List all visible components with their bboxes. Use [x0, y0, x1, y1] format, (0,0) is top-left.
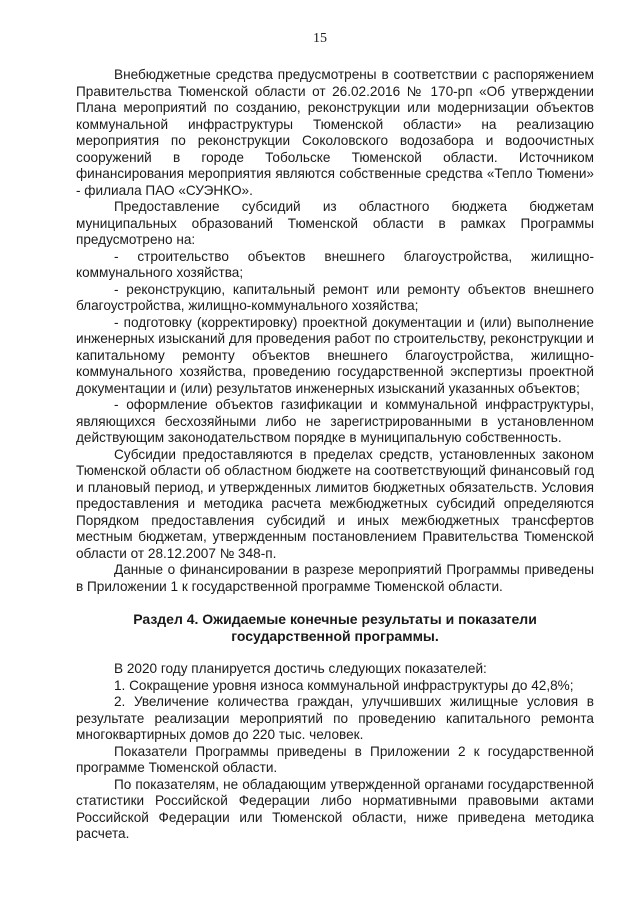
list-item-reconstruction: - реконструкцию, капитальный ремонт или ремонту объектов внешнего благоустройства, жилищно-коммунального хозяйства; [76, 281, 594, 313]
paragraph-financing-data: Данные о финансировании в разрезе мероприятий Программы приведены в Приложении 1 к государственной программе Тюменской области. [76, 562, 594, 594]
list-item-gasification: - оформление объектов газификации и коммунальной инфраструктуры, являющихся бесхозяйными либо не зарегистрированными в установленном действующим законодательством порядке в муниципальную собственность. [76, 397, 594, 445]
paragraph-targets-intro: В 2020 году планируется достичь следующих показателей: [114, 661, 487, 676]
page-number: 15 [313, 31, 327, 46]
paragraph-subsidies-intro: Предоставление субсидий из областного бюджета бюджетам муниципальных образований Тюменской области в рамках Программы предусмотрено на: [76, 199, 594, 247]
spacer [76, 595, 594, 611]
target-item-1: 1. Сокращение уровня износа коммунальной инфраструктуры до 42,8%; [114, 677, 574, 693]
target-item-2: 2. Увеличение количества граждан, улучшивших жилищные условия в результате реализации мероприятий по проведению капитального ремонта многоквартирных домов до 220 тыс. человек. [76, 694, 594, 742]
list-item-design-documentation: - подготовку (корректировку) проектной документации и (или) выполнение инженерных изысканий для проведения работ по строительству, реконструкции и капитальному ремонту объектов внешнего благоустройства, жилищно-коммунального хозяйства, проведению государственной экспертизы проектной документации и (или) результатов инженерных изысканий указанных объектов; [76, 314, 594, 396]
spacer [76, 645, 594, 661]
paragraph-extrabudgetary-funds: Внебюджетные средства предусмотрены в соответствии с распоряжением Правительства Тюменской области от 26.02.2016 № 170-рп «Об утверждении Плана мероприятий по созданию, реконструкции или модернизации объектов коммунальной инфраструктуры Тюменской области» на реализацию мероприятия по реконструкции Соколовского водозабора и водоочистных сооружений в городе Тобольске Тюменской области. Источником финансирования мероприятия являются собственные средства «Тепло Тюмени» - филиала ПАО «СУЭНКО». [76, 67, 594, 198]
paragraph-calculation-method: По показателям, не обладающим утвержденной органами государственной статистики Российской Федерации либо нормативными правовыми актами Российской Федерации или Тюменской области, ниже приведена методика расчета. [76, 776, 594, 841]
paragraph-subsidy-conditions: Субсидии предоставляются в пределах средств, установленных законом Тюменской области об областном бюджете на соответствующий финансовый год и плановый период, и утвержденных лимитов бюджетных обязательств. Условия предоставления и методика расчета межбюджетных субсидий определяются Порядком предоставления субсидий и иных межбюджетных трансфертов местным бюджетам, утвержденным постановлением Правительства Тюменской области от 28.12.2007 № 348-п. [76, 446, 594, 561]
section-heading: Раздел 4. Ожидаемые конечные результаты и показатели государственной программы. [133, 611, 537, 644]
list-item-construction: - строительство объектов внешнего благоустройства, жилищно-коммунального хозяйства; [76, 248, 594, 280]
paragraph-indicators-appendix: Показатели Программы приведены в Приложении 2 к государственной программе Тюменской области. [76, 743, 594, 775]
document-body [76, 67, 594, 843]
